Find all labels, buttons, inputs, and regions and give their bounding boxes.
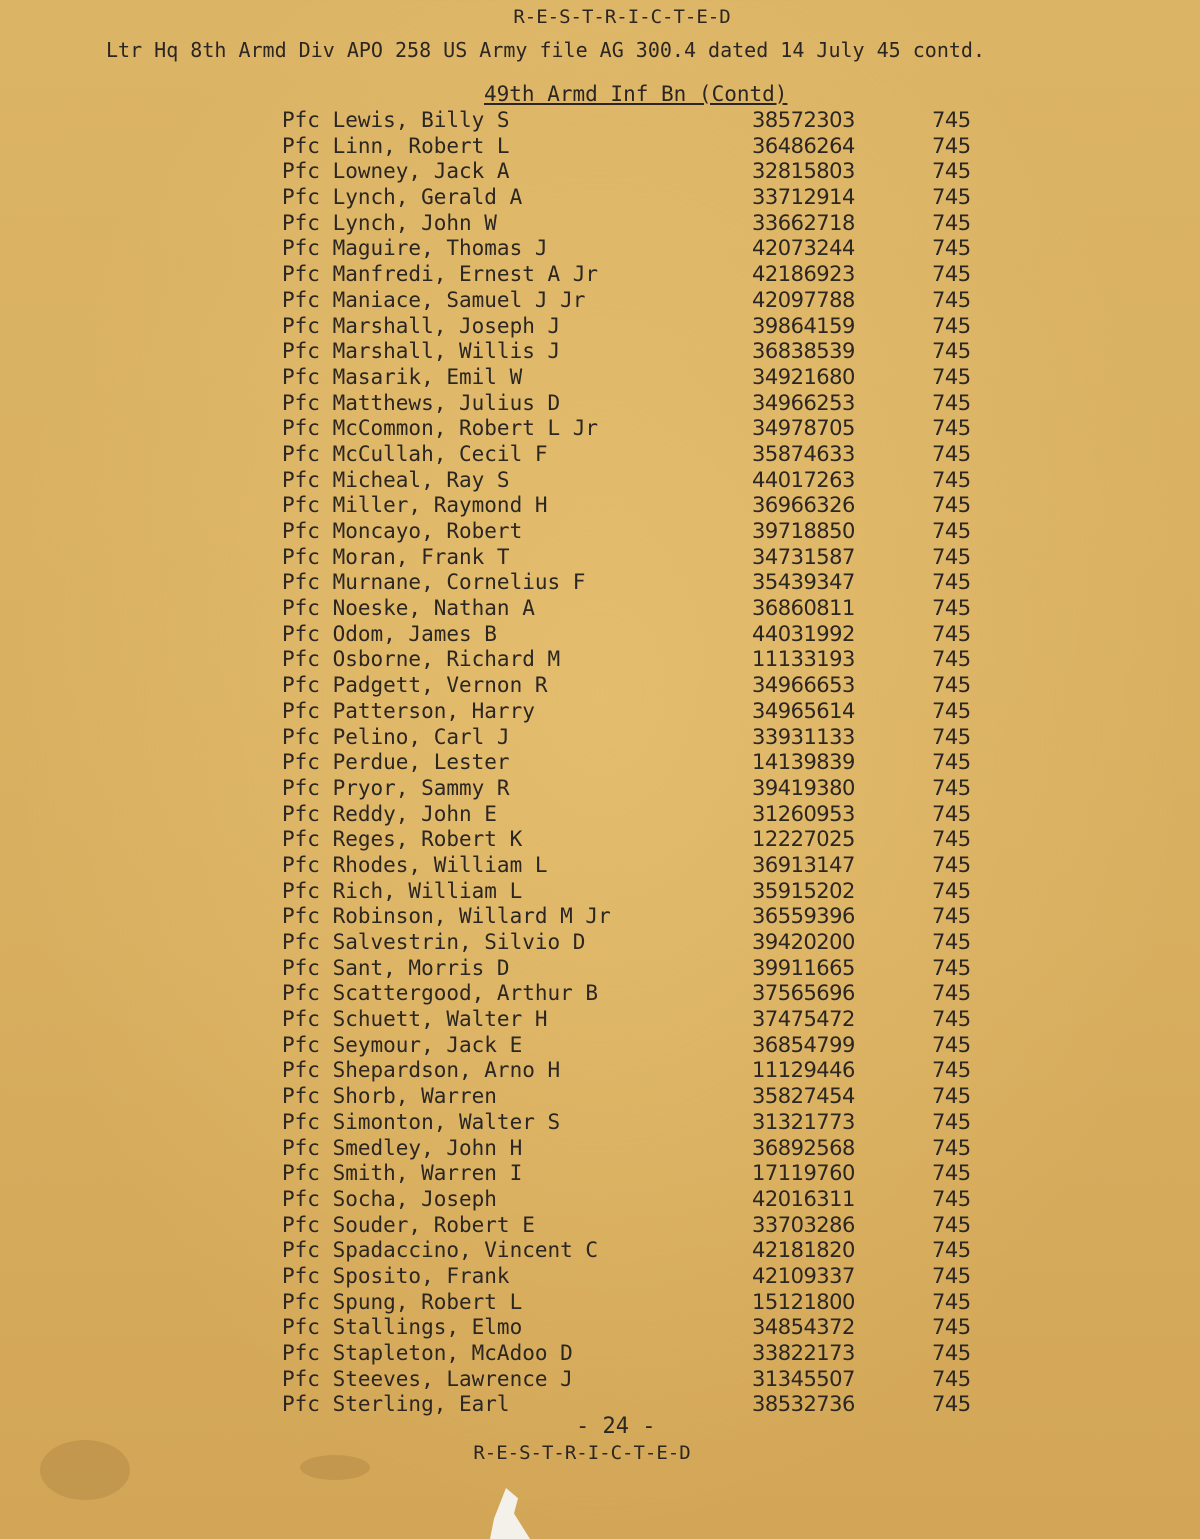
- roster-row: [0, 236, 1200, 262]
- code-number: 745: [932, 621, 971, 646]
- roster-row: [0, 596, 1200, 622]
- code-number: 745: [932, 750, 971, 775]
- roster-row: [0, 981, 1200, 1007]
- roster-row: [0, 185, 1200, 211]
- serial-number: 36838539: [752, 339, 855, 364]
- soldier-name: Pfc Rich, William L: [282, 878, 523, 903]
- code-number: 745: [932, 1392, 971, 1417]
- code-number: 745: [932, 364, 971, 389]
- code-number: 745: [932, 287, 971, 312]
- roster-row: [0, 1213, 1200, 1239]
- roster-row: [0, 314, 1200, 340]
- page-number: - 24 -: [576, 1414, 656, 1439]
- soldier-name: Pfc Salvestrin, Silvio D: [282, 930, 586, 954]
- soldier-name: Pfc Stapleton, McAdoo D: [282, 1341, 573, 1365]
- soldier-name: Pfc Marshall, Joseph J: [282, 313, 561, 338]
- soldier-name: Pfc Padgett, Vernon R: [282, 673, 548, 698]
- soldier-name: Pfc Lynch, John W: [282, 210, 497, 235]
- serial-number: 36860811: [752, 596, 855, 621]
- serial-number: 35915202: [752, 878, 855, 903]
- soldier-name: Pfc Spadaccino, Vincent C: [282, 1238, 599, 1263]
- serial-number: 35874633: [752, 441, 855, 466]
- soldier-name: Pfc Noeske, Nathan A: [282, 596, 535, 621]
- code-number: 745: [932, 775, 971, 800]
- roster-row: [0, 545, 1200, 571]
- serial-number: 38532736: [752, 1392, 855, 1417]
- code-number: 745: [932, 108, 971, 132]
- serial-number: 34731587: [752, 544, 855, 569]
- code-number: 745: [932, 1315, 971, 1340]
- serial-number: 36486264: [752, 133, 855, 158]
- soldier-name: Pfc Perdue, Lester: [282, 750, 510, 775]
- soldier-name: Pfc Micheal, Ray S: [282, 467, 510, 492]
- code-number: 745: [932, 904, 971, 929]
- roster-row: [0, 622, 1200, 648]
- roster-row: [0, 1084, 1200, 1110]
- roster-row: [0, 1290, 1200, 1316]
- roster-row: [0, 647, 1200, 673]
- soldier-name: Pfc Lynch, Gerald A: [282, 185, 523, 210]
- code-number: 745: [932, 1289, 971, 1314]
- serial-number: 36559396: [752, 904, 855, 929]
- code-number: 745: [932, 544, 971, 569]
- roster-row: [0, 262, 1200, 288]
- serial-number: 35827454: [752, 1084, 855, 1109]
- roster-row: [0, 1058, 1200, 1084]
- soldier-name: Pfc Souder, Robert E: [282, 1212, 535, 1237]
- serial-number: 42016311: [752, 1186, 855, 1211]
- code-number: 745: [932, 236, 971, 261]
- roster-row: [0, 442, 1200, 468]
- soldier-name: Pfc Sposito, Frank: [282, 1263, 510, 1288]
- soldier-name: Pfc Matthews, Julius D: [282, 390, 561, 415]
- code-number: 745: [932, 930, 971, 954]
- serial-number: 11129446: [752, 1058, 855, 1083]
- code-number: 745: [932, 519, 971, 543]
- serial-number: 39718850: [752, 519, 855, 543]
- roster-row: [0, 1341, 1200, 1367]
- serial-number: 33662718: [752, 210, 855, 235]
- soldier-name: Pfc Moncayo, Robert: [282, 519, 523, 543]
- serial-number: 38572303: [752, 108, 855, 132]
- serial-number: 15121800: [752, 1289, 855, 1314]
- letter-reference: Ltr Hq 8th Armd Div APO 258 US Army file AG 300.4 dated 14 July 45 contd.: [106, 38, 985, 62]
- serial-number: 42109337: [752, 1263, 855, 1288]
- roster-row: [0, 1110, 1200, 1136]
- serial-number: 33931133: [752, 724, 855, 749]
- soldier-name: Pfc Maguire, Thomas J: [282, 236, 548, 261]
- soldier-name: Pfc Smedley, John H: [282, 1135, 523, 1160]
- serial-number: 42186923: [752, 262, 855, 287]
- paper-smudge: [40, 1440, 130, 1500]
- code-number: 745: [932, 441, 971, 466]
- code-number: 745: [932, 570, 971, 595]
- serial-number: 35439347: [752, 570, 855, 595]
- serial-number: 36966326: [752, 493, 855, 518]
- roster-row: [0, 134, 1200, 160]
- roster-row: [0, 365, 1200, 391]
- serial-number: 36892568: [752, 1135, 855, 1160]
- soldier-name: Pfc Socha, Joseph: [282, 1186, 497, 1211]
- soldier-name: Pfc Miller, Raymond H: [282, 493, 548, 518]
- roster-list: [0, 108, 1200, 1418]
- serial-number: 11133193: [752, 647, 855, 672]
- soldier-name: Pfc Schuett, Walter H: [282, 1007, 548, 1032]
- code-number: 745: [932, 878, 971, 903]
- code-number: 745: [932, 1263, 971, 1288]
- roster-row: [0, 493, 1200, 519]
- code-number: 745: [932, 827, 971, 852]
- code-number: 745: [932, 1212, 971, 1237]
- soldier-name: Pfc Rhodes, William L: [282, 852, 548, 877]
- soldier-name: Pfc Steeves, Lawrence J: [282, 1366, 573, 1391]
- serial-number: 34966253: [752, 390, 855, 415]
- roster-row: [0, 879, 1200, 905]
- serial-number: 39864159: [752, 313, 855, 338]
- roster-row: [0, 1161, 1200, 1187]
- code-number: 745: [932, 493, 971, 518]
- serial-number: 39419380: [752, 775, 855, 800]
- roster-row: [0, 1007, 1200, 1033]
- serial-number: 31321773: [752, 1109, 855, 1134]
- soldier-name: Pfc Marshall, Willis J: [282, 339, 561, 364]
- unit-heading: 49th Armd Inf Bn (Contd): [484, 82, 788, 106]
- code-number: 745: [932, 673, 971, 698]
- soldier-name: Pfc Seymour, Jack E: [282, 1032, 523, 1057]
- torn-paper-edge: [490, 1488, 530, 1539]
- roster-row: [0, 956, 1200, 982]
- soldier-name: Pfc Scattergood, Arthur B: [282, 981, 599, 1006]
- code-number: 745: [932, 133, 971, 158]
- serial-number: 12227025: [752, 827, 855, 852]
- serial-number: 33822173: [752, 1341, 855, 1365]
- code-number: 745: [932, 1161, 971, 1186]
- serial-number: 33712914: [752, 185, 855, 210]
- roster-row: [0, 904, 1200, 930]
- serial-number: 34921680: [752, 364, 855, 389]
- serial-number: 37565696: [752, 981, 855, 1006]
- roster-row: [0, 108, 1200, 134]
- code-number: 745: [932, 1084, 971, 1109]
- soldier-name: Pfc Sant, Morris D: [282, 955, 510, 980]
- serial-number: 37475472: [752, 1007, 855, 1032]
- serial-number: 44031992: [752, 621, 855, 646]
- roster-row: [0, 468, 1200, 494]
- roster-row: [0, 570, 1200, 596]
- serial-number: 42097788: [752, 287, 855, 312]
- roster-row: [0, 1264, 1200, 1290]
- code-number: 745: [932, 313, 971, 338]
- roster-row: [0, 802, 1200, 828]
- roster-row: [0, 827, 1200, 853]
- soldier-name: Pfc Lewis, Billy S: [282, 108, 510, 132]
- soldier-name: Pfc Pelino, Carl J: [282, 724, 510, 749]
- code-number: 745: [932, 185, 971, 210]
- paper-smudge: [300, 1455, 370, 1480]
- soldier-name: Pfc Linn, Robert L: [282, 133, 510, 158]
- soldier-name: Pfc Smith, Warren I: [282, 1161, 523, 1186]
- code-number: 745: [932, 801, 971, 826]
- code-number: 745: [932, 262, 971, 287]
- roster-row: [0, 776, 1200, 802]
- serial-number: 34854372: [752, 1315, 855, 1340]
- roster-row: [0, 1367, 1200, 1393]
- soldier-name: Pfc McCullah, Cecil F: [282, 441, 548, 466]
- serial-number: 42181820: [752, 1238, 855, 1263]
- soldier-name: Pfc Moran, Frank T: [282, 544, 510, 569]
- serial-number: 34966653: [752, 673, 855, 698]
- serial-number: 36913147: [752, 852, 855, 877]
- code-number: 745: [932, 1058, 971, 1083]
- code-number: 745: [932, 981, 971, 1006]
- serial-number: 33703286: [752, 1212, 855, 1237]
- code-number: 745: [932, 852, 971, 877]
- roster-row: [0, 1238, 1200, 1264]
- soldier-name: Pfc Shepardson, Arno H: [282, 1058, 561, 1083]
- roster-row: [0, 391, 1200, 417]
- roster-row: [0, 288, 1200, 314]
- code-number: 745: [932, 416, 971, 441]
- soldier-name: Pfc Maniace, Samuel J Jr: [282, 287, 586, 312]
- roster-row: [0, 699, 1200, 725]
- soldier-name: Pfc Robinson, Willard M Jr: [282, 904, 611, 929]
- soldier-name: Pfc McCommon, Robert L Jr: [282, 416, 599, 441]
- code-number: 745: [932, 339, 971, 364]
- code-number: 745: [932, 724, 971, 749]
- roster-row: [0, 159, 1200, 185]
- soldier-name: Pfc Reges, Robert K: [282, 827, 523, 852]
- soldier-name: Pfc Stallings, Elmo: [282, 1315, 523, 1340]
- serial-number: 44017263: [752, 467, 855, 492]
- roster-row: [0, 519, 1200, 545]
- code-number: 745: [932, 159, 971, 184]
- classification-footer: R-E-S-T-R-I-C-T-E-D: [473, 1442, 691, 1464]
- code-number: 745: [932, 1032, 971, 1057]
- soldier-name: Pfc Pryor, Sammy R: [282, 775, 510, 800]
- serial-number: 17119760: [752, 1161, 855, 1186]
- soldier-name: Pfc Simonton, Walter S: [282, 1109, 561, 1134]
- code-number: 745: [932, 1366, 971, 1391]
- code-number: 745: [932, 1135, 971, 1160]
- code-number: 745: [932, 1186, 971, 1211]
- roster-row: [0, 211, 1200, 237]
- code-number: 745: [932, 698, 971, 723]
- serial-number: 39420200: [752, 930, 855, 954]
- code-number: 745: [932, 1341, 971, 1365]
- soldier-name: Pfc Osborne, Richard M: [282, 647, 561, 672]
- soldier-name: Pfc Shorb, Warren: [282, 1084, 497, 1109]
- code-number: 745: [932, 1238, 971, 1263]
- serial-number: 39911665: [752, 955, 855, 980]
- serial-number: 34978705: [752, 416, 855, 441]
- soldier-name: Pfc Spung, Robert L: [282, 1289, 523, 1314]
- soldier-name: Pfc Lowney, Jack A: [282, 159, 510, 184]
- roster-row: [0, 930, 1200, 956]
- soldier-name: Pfc Murnane, Cornelius F: [282, 570, 586, 595]
- code-number: 745: [932, 596, 971, 621]
- serial-number: 36854799: [752, 1032, 855, 1057]
- roster-row: [0, 339, 1200, 365]
- serial-number: 31345507: [752, 1366, 855, 1391]
- roster-row: [0, 725, 1200, 751]
- soldier-name: Pfc Odom, James B: [282, 621, 497, 646]
- code-number: 745: [932, 1007, 971, 1032]
- soldier-name: Pfc Reddy, John E: [282, 801, 497, 826]
- roster-row: [0, 1187, 1200, 1213]
- roster-row: [0, 416, 1200, 442]
- code-number: 745: [932, 390, 971, 415]
- code-number: 745: [932, 210, 971, 235]
- roster-row: [0, 1033, 1200, 1059]
- roster-row: [0, 750, 1200, 776]
- roster-row: [0, 1136, 1200, 1162]
- soldier-name: Pfc Sterling, Earl: [282, 1392, 510, 1417]
- serial-number: 34965614: [752, 698, 855, 723]
- serial-number: 42073244: [752, 236, 855, 261]
- roster-row: [0, 853, 1200, 879]
- code-number: 745: [932, 467, 971, 492]
- code-number: 745: [932, 647, 971, 672]
- classification-header: R-E-S-T-R-I-C-T-E-D: [513, 6, 731, 28]
- code-number: 745: [932, 955, 971, 980]
- code-number: 745: [932, 1109, 971, 1134]
- soldier-name: Pfc Masarik, Emil W: [282, 364, 523, 389]
- serial-number: 14139839: [752, 750, 855, 775]
- serial-number: 31260953: [752, 801, 855, 826]
- serial-number: 32815803: [752, 159, 855, 184]
- roster-row: [0, 1315, 1200, 1341]
- roster-row: [0, 673, 1200, 699]
- soldier-name: Pfc Patterson, Harry: [282, 698, 535, 723]
- soldier-name: Pfc Manfredi, Ernest A Jr: [282, 262, 599, 287]
